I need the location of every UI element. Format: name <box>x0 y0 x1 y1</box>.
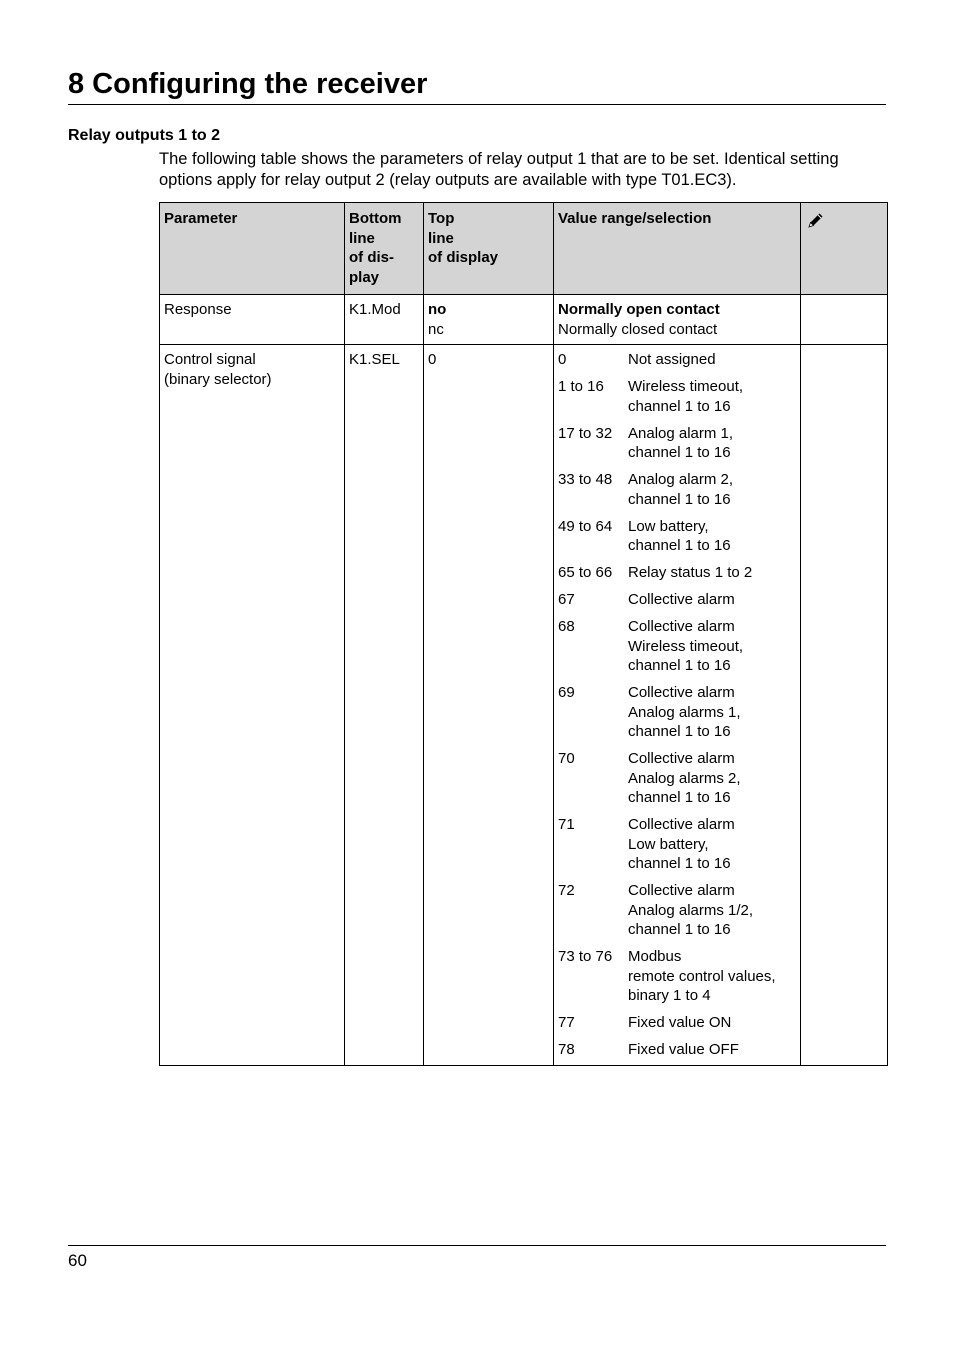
top-line-cell <box>424 295 554 345</box>
value-code: 77 <box>558 1014 575 1031</box>
param-name: (binary selector) <box>164 370 272 388</box>
top-line-default: no <box>428 301 447 318</box>
value-description <box>628 749 796 808</box>
value-list-item <box>558 749 796 808</box>
footer-rule <box>68 1245 886 1246</box>
header-bottom-line-text: Bottom <box>349 210 402 227</box>
value-range-cell <box>554 345 801 1066</box>
value-description-line: Low battery, <box>628 835 709 853</box>
value-description-line: channel 1 to 16 <box>628 789 731 806</box>
value-list-item <box>558 815 796 874</box>
value-list-item <box>558 1040 796 1060</box>
param-cell <box>160 295 345 345</box>
value-description-line: Analog alarm 2, <box>628 471 734 488</box>
value-code: 65 to 66 <box>558 564 613 581</box>
value-description <box>628 424 796 463</box>
value-list-item <box>558 377 796 416</box>
top-line-option: nc <box>428 320 444 338</box>
value-code: 17 to 32 <box>558 424 613 442</box>
value-code: 73 to 76 <box>558 948 613 965</box>
value-list-item <box>558 517 796 556</box>
value-description <box>628 470 796 509</box>
value-description-line: Low battery, <box>628 517 709 535</box>
header-top-line-text: line <box>428 229 454 247</box>
value-description-line: channel 1 to 16 <box>628 490 731 508</box>
param-cell <box>160 345 345 1066</box>
header-bottom-line <box>345 203 424 295</box>
header-value-range: Value range/selection <box>554 203 801 295</box>
value-description-line: channel 1 to 16 <box>628 537 731 554</box>
table-row <box>160 345 888 1066</box>
page-number: 60 <box>68 1251 87 1270</box>
pencil-icon <box>807 211 825 229</box>
edit-cell <box>801 295 888 345</box>
value-description-line: channel 1 to 16 <box>628 657 731 674</box>
value-description-line: channel 1 to 16 <box>628 723 731 740</box>
header-bottom-line-text: of dis- <box>349 249 394 266</box>
intro-paragraph: The following table shows the parameters of relay output 1 that are to be set. Identical setting options apply for relay output 2 (relay outputs are available with type T01.EC3). <box>159 150 839 189</box>
value-description <box>628 947 796 1006</box>
value-description-line: Collective alarm <box>628 618 735 635</box>
table-row <box>160 295 888 345</box>
value-default: Normally open contact <box>558 301 720 318</box>
value-code: 69 <box>558 684 575 701</box>
edit-cell <box>801 345 888 1066</box>
table-header-row <box>160 203 888 295</box>
value-description <box>628 1040 796 1060</box>
bottom-line-cell: K1.Mod <box>345 295 424 345</box>
header-parameter: Parameter <box>160 203 345 295</box>
value-description <box>628 590 796 610</box>
value-description-line: Analog alarms 2, <box>628 769 741 787</box>
value-description-line: Collective alarm <box>628 882 735 899</box>
value-description-line: Collective alarm <box>628 591 735 608</box>
value-description <box>628 1013 796 1033</box>
value-description-line: Analog alarm 1, <box>628 424 734 442</box>
value-code: 49 to 64 <box>558 517 613 535</box>
value-description-line: remote control values, <box>628 967 776 985</box>
value-code: 72 <box>558 882 575 899</box>
value-description-line: binary 1 to 4 <box>628 987 711 1004</box>
value-range-cell <box>554 295 801 345</box>
value-description-line: Modbus <box>628 948 682 965</box>
value-code: 78 <box>558 1041 575 1058</box>
value-description <box>628 377 796 416</box>
value-code: 68 <box>558 618 575 635</box>
value-option: Normally closed contact <box>558 320 718 338</box>
value-description-line: Wireless timeout, <box>628 378 744 395</box>
param-name: Response <box>164 301 232 318</box>
value-description-line: channel 1 to 16 <box>628 397 731 415</box>
value-list-item <box>558 617 796 676</box>
value-code: 0 <box>558 351 567 368</box>
value-list <box>558 350 796 1060</box>
value-list-item <box>558 947 796 1006</box>
value-code: 67 <box>558 591 575 608</box>
value-description-line: Fixed value OFF <box>628 1041 739 1058</box>
value-description-line: Collective alarm <box>628 750 735 767</box>
value-description-line: channel 1 to 16 <box>628 444 731 461</box>
value-description <box>628 683 796 742</box>
value-list-item <box>558 881 796 940</box>
value-description-line: Collective alarm <box>628 684 735 701</box>
value-description-line: channel 1 to 16 <box>628 921 731 938</box>
chapter-title: 8 Configuring the receiver <box>68 66 886 105</box>
value-list-item <box>558 563 796 583</box>
value-description-line: Relay status 1 to 2 <box>628 564 753 581</box>
value-description <box>628 517 796 556</box>
value-code: 70 <box>558 750 575 767</box>
value-description-line: channel 1 to 16 <box>628 855 731 872</box>
value-description <box>628 815 796 874</box>
value-list-item <box>558 470 796 509</box>
value-list-item <box>558 683 796 742</box>
param-name: Control signal <box>164 351 256 368</box>
value-list-item <box>558 350 796 370</box>
value-code: 1 to 16 <box>558 378 604 395</box>
header-top-line-text: Top <box>428 210 455 227</box>
value-code: 33 to 48 <box>558 471 613 488</box>
value-description-line: Collective alarm <box>628 816 735 833</box>
value-description <box>628 881 796 940</box>
value-description-line: Analog alarms 1, <box>628 703 741 721</box>
top-line-cell: 0 <box>424 345 554 1066</box>
value-description-line: Not assigned <box>628 351 716 368</box>
value-description-line: Analog alarms 1/2, <box>628 901 754 919</box>
value-list-item <box>558 424 796 463</box>
value-code: 71 <box>558 816 575 833</box>
header-top-line <box>424 203 554 295</box>
value-description <box>628 563 796 583</box>
value-description-line: Fixed value ON <box>628 1014 732 1031</box>
value-list-item <box>558 1013 796 1033</box>
value-description-line: Wireless timeout, <box>628 637 744 655</box>
header-top-line-text: of display <box>428 249 499 266</box>
value-description <box>628 350 796 370</box>
header-bottom-line-text: play <box>349 268 380 286</box>
relay-parameter-table <box>159 202 888 1066</box>
bottom-line-cell: K1.SEL <box>345 345 424 1066</box>
value-list-item <box>558 590 796 610</box>
header-edit <box>801 203 888 295</box>
header-bottom-line-text: line <box>349 229 375 247</box>
value-description <box>628 617 796 676</box>
section-heading: Relay outputs 1 to 2 <box>68 127 221 144</box>
